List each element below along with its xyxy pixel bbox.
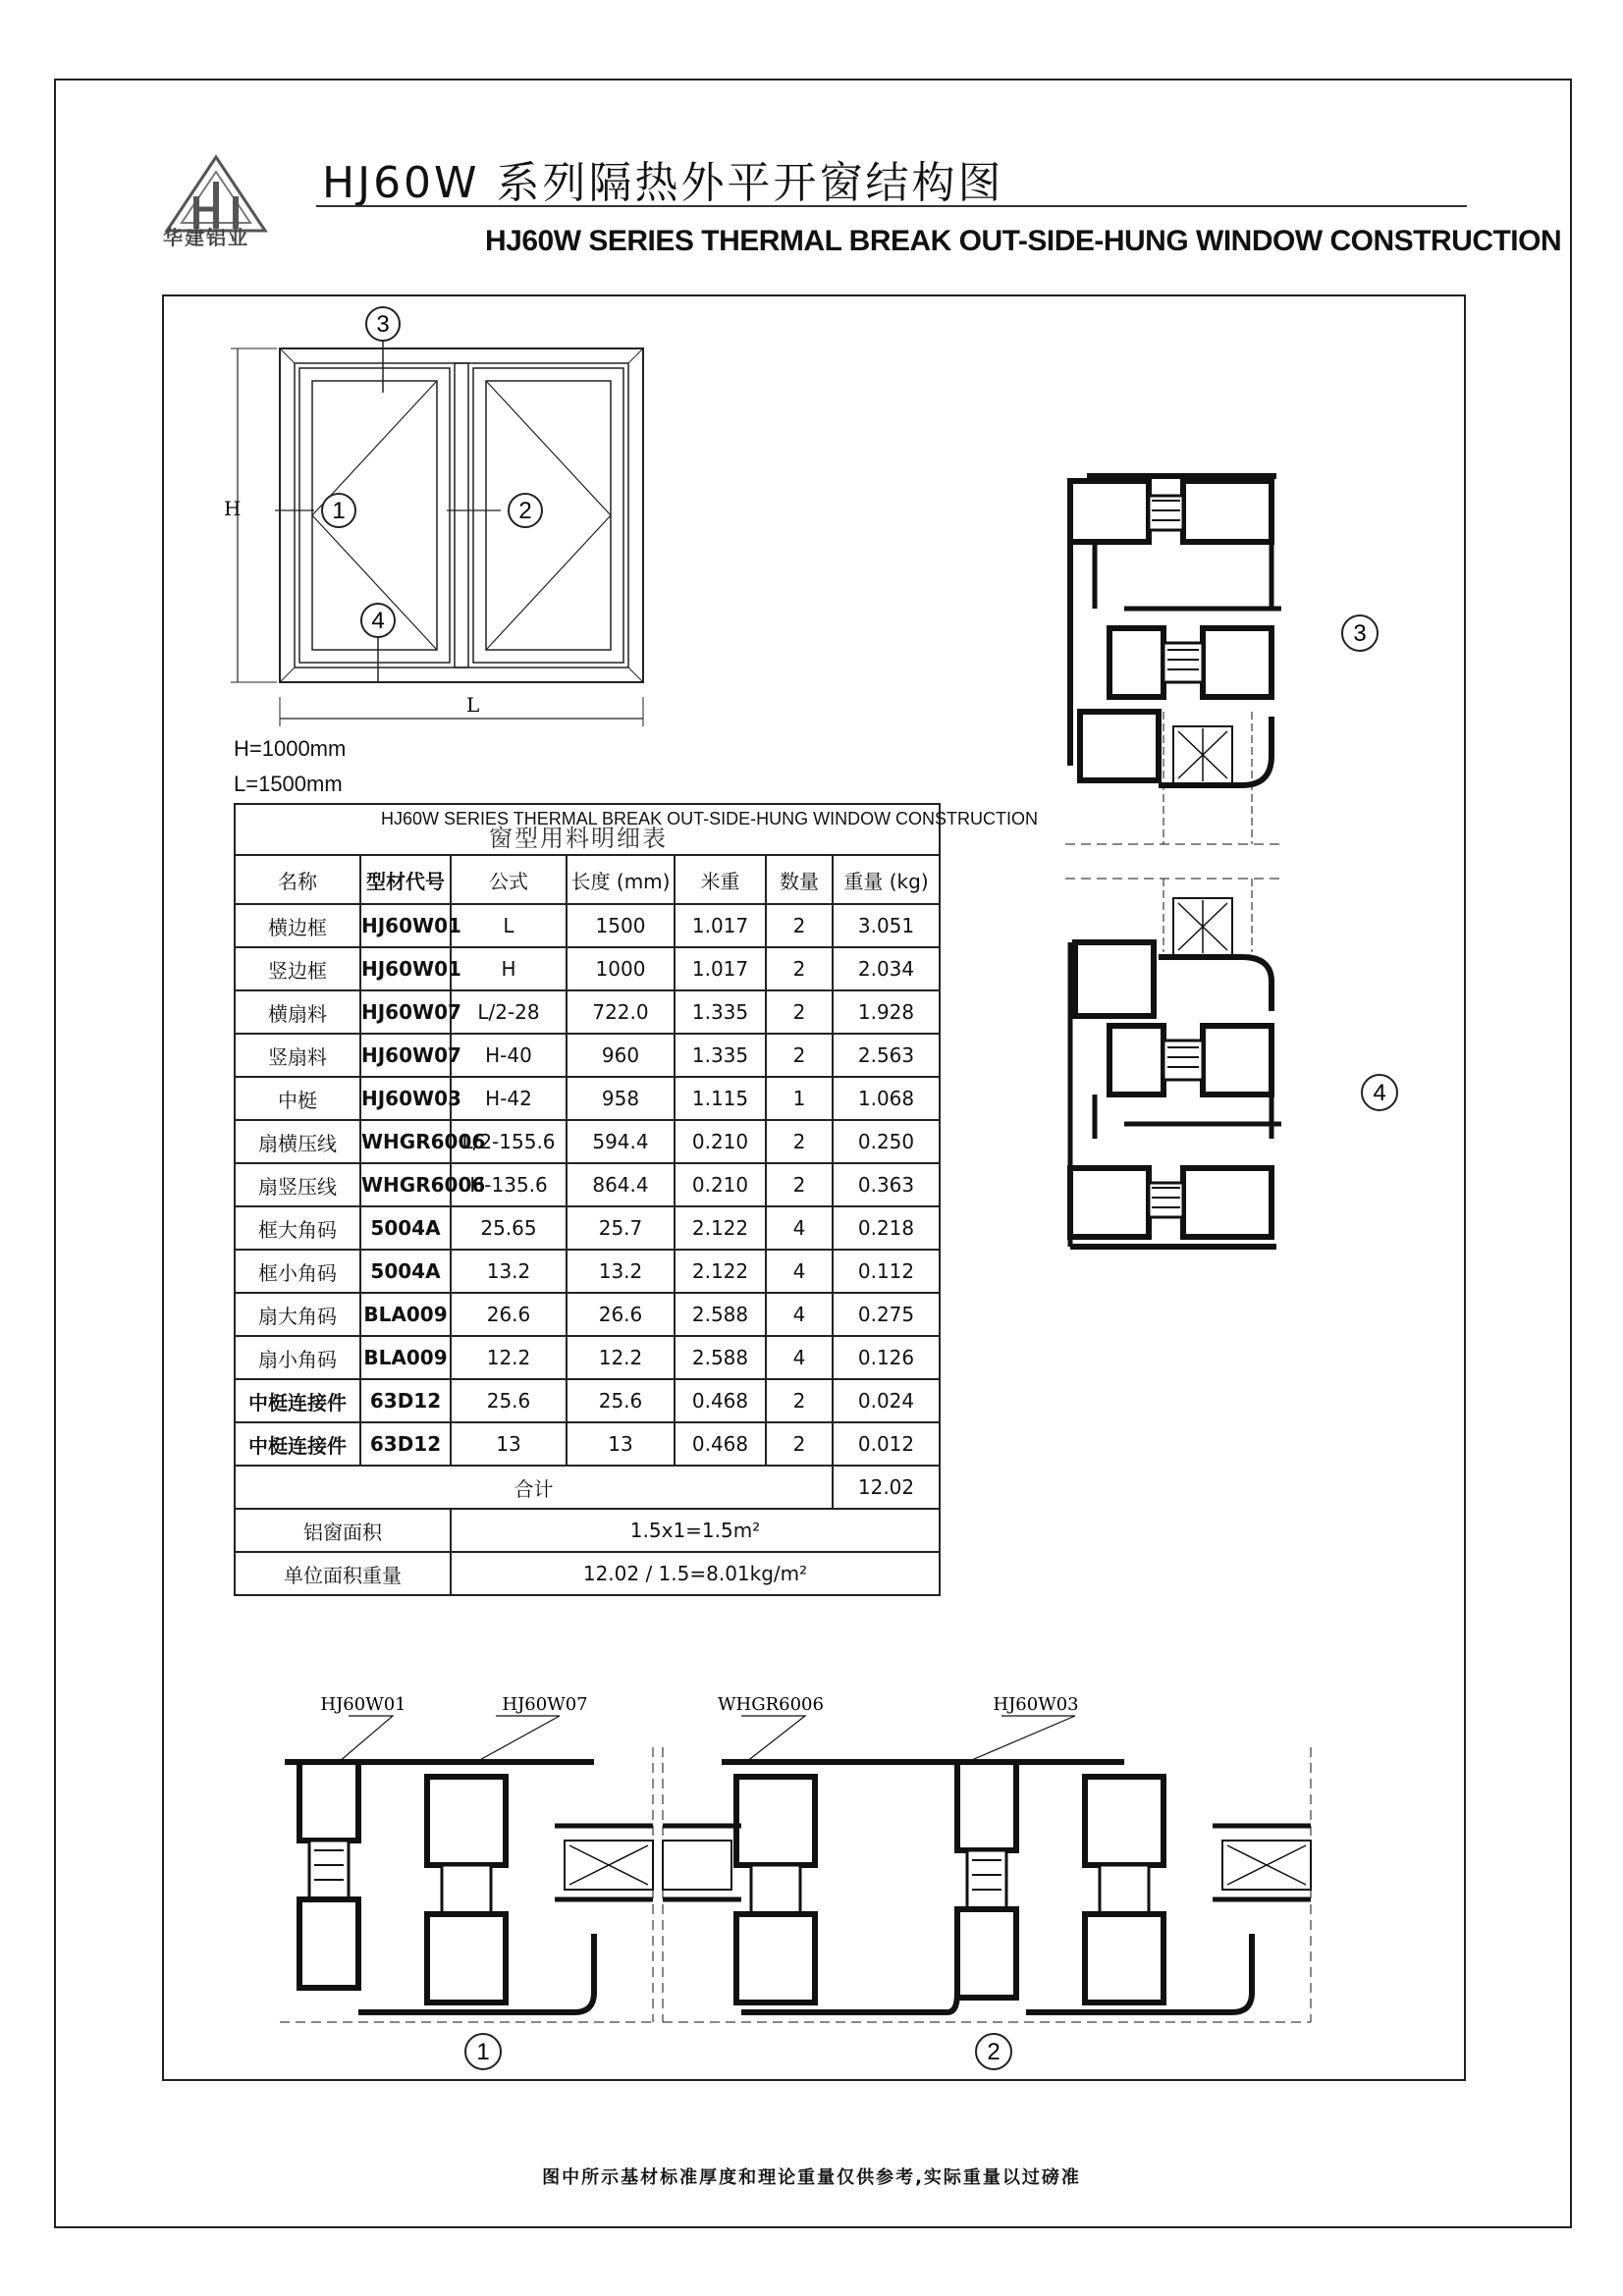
table-cell: 25.7	[567, 1206, 675, 1250]
svg-text:3: 3	[1353, 620, 1367, 647]
table-cell: 扇竖压线	[235, 1163, 360, 1206]
table-cell: 25.6	[451, 1379, 567, 1422]
table-cell: 0.275	[833, 1293, 940, 1336]
table-cell: 2	[766, 1034, 833, 1077]
table-cell: 0.012	[833, 1422, 940, 1466]
table-cell: 2	[766, 904, 833, 947]
table-row	[235, 1422, 940, 1466]
table-cell: 0.250	[833, 1120, 940, 1163]
callout-circle-right-3	[1335, 609, 1384, 658]
table-cell: 1	[766, 1077, 833, 1120]
table-cell: 25.6	[567, 1379, 675, 1422]
col-name: 名称	[235, 855, 360, 904]
table-cell: 2.122	[675, 1206, 766, 1250]
table-cell: HJ60W07	[360, 990, 451, 1034]
table-cell: 3.051	[833, 904, 940, 947]
table-cell: 13	[567, 1422, 675, 1466]
table-row	[235, 1379, 940, 1422]
vertical-section-3	[1065, 471, 1262, 844]
col-qty: 数量	[766, 855, 833, 904]
table-cell: 4	[766, 1250, 833, 1293]
table-cell: H-40	[451, 1034, 567, 1077]
col-length: 长度 (mm)	[567, 855, 675, 904]
table-cell: 1.928	[833, 990, 940, 1034]
profile-label-hj60w03: HJ60W03	[993, 1694, 1079, 1715]
horizontal-section-1	[280, 1688, 653, 1983]
table-cell: 12.2	[451, 1336, 567, 1379]
table-cell: 扇大角码	[235, 1293, 360, 1336]
table-cell: H-42	[451, 1077, 567, 1120]
table-cell: 4	[766, 1206, 833, 1250]
callout-circle-bottom-1	[459, 2027, 508, 2076]
col-code: 型材代号	[360, 855, 451, 904]
table-cell: HJ60W03	[360, 1077, 451, 1120]
title-divider	[316, 205, 1467, 207]
table-cell: 26.6	[451, 1293, 567, 1336]
horizontal-section-2	[663, 1688, 1350, 1983]
table-cell: 竖边框	[235, 947, 360, 990]
table-cell: 2	[766, 990, 833, 1034]
table-cell: 中梃连接件	[235, 1379, 360, 1422]
table-header-row	[235, 855, 940, 904]
total-row	[235, 1466, 940, 1509]
table-cell: WHGR6006	[360, 1120, 451, 1163]
height-dimension: H=1000mm	[234, 736, 347, 761]
table-cell: 2.588	[675, 1293, 766, 1336]
table-cell: HJ60W07	[360, 1034, 451, 1077]
callout-1: 1	[332, 498, 346, 524]
table-cell: BLA009	[360, 1336, 451, 1379]
table-cell: 2.588	[675, 1336, 766, 1379]
callout-2: 2	[518, 498, 532, 524]
table-cell: 1.017	[675, 904, 766, 947]
unit-weight-label: 单位面积重量	[235, 1552, 451, 1595]
window-elevation	[216, 311, 668, 717]
table-cell: 13.2	[567, 1250, 675, 1293]
table-cell: 2	[766, 1120, 833, 1163]
table-cell: L	[451, 904, 567, 947]
table-cell: 框大角码	[235, 1206, 360, 1250]
unit-weight-row	[235, 1552, 940, 1595]
table-cell: 2.122	[675, 1250, 766, 1293]
table-row	[235, 1077, 940, 1120]
table-cell: 5004A	[360, 1250, 451, 1293]
table-title-cn: 窗型用料明细表	[489, 825, 668, 852]
table-cell: 1000	[567, 947, 675, 990]
table-cell: 0.210	[675, 1163, 766, 1206]
table-row	[235, 1034, 940, 1077]
table-row	[235, 947, 940, 990]
table-cell: 0.126	[833, 1336, 940, 1379]
table-cell: BLA009	[360, 1293, 451, 1336]
table-cell: 63D12	[360, 1379, 451, 1422]
table-cell: 13	[451, 1422, 567, 1466]
table-cell: 0.112	[833, 1250, 940, 1293]
table-cell: HJ60W01	[360, 904, 451, 947]
table-cell: 864.4	[567, 1163, 675, 1206]
table-row	[235, 904, 940, 947]
table-cell: 2.563	[833, 1034, 940, 1077]
table-cell: 26.6	[567, 1293, 675, 1336]
table-cell: 1500	[567, 904, 675, 947]
table-cell: 框小角码	[235, 1250, 360, 1293]
table-cell: 0.468	[675, 1422, 766, 1466]
table-cell: 2.034	[833, 947, 940, 990]
unit-weight-value: 12.02 / 1.5=8.01kg/m²	[451, 1552, 940, 1595]
total-label: 合计	[235, 1466, 833, 1509]
table-row	[235, 990, 940, 1034]
col-meter-weight: 米重	[675, 855, 766, 904]
table-cell: 958	[567, 1077, 675, 1120]
table-cell: 25.65	[451, 1206, 567, 1250]
table-cell: 960	[567, 1034, 675, 1077]
table-cell: 横扇料	[235, 990, 360, 1034]
table-row	[235, 1336, 940, 1379]
profile-label-hj60w07: HJ60W07	[502, 1694, 588, 1715]
table-cell: 2	[766, 1163, 833, 1206]
area-row	[235, 1509, 940, 1552]
vertical-section-4	[1065, 874, 1281, 1256]
table-cell: 竖扇料	[235, 1034, 360, 1077]
total-value: 12.02	[833, 1466, 940, 1509]
table-cell: H-135.6	[451, 1163, 567, 1206]
table-cell: 横边框	[235, 904, 360, 947]
page-title-en: HJ60W SERIES THERMAL BREAK OUT-SIDE-HUNG WINDOW CONSTRUCTION	[485, 225, 1562, 257]
table-cell: 5004A	[360, 1206, 451, 1250]
profile-label-hj60w01: HJ60W01	[320, 1694, 406, 1715]
callout-3: 3	[376, 311, 390, 338]
table-row	[235, 1120, 940, 1163]
table-cell: L/2-155.6	[451, 1120, 567, 1163]
table-cell: 扇横压线	[235, 1120, 360, 1163]
table-cell: 1.335	[675, 1034, 766, 1077]
page-title-cn: HJ60W 系列隔热外平开窗结构图	[322, 158, 1004, 208]
table-row	[235, 1206, 940, 1250]
table-cell: 1.115	[675, 1077, 766, 1120]
svg-text:4: 4	[1373, 1080, 1386, 1106]
table-cell: 594.4	[567, 1120, 675, 1163]
table-cell: 13.2	[451, 1250, 567, 1293]
footer-note: 图中所示基材标准厚度和理论重量仅供参考,实际重量以过磅准	[542, 2167, 1081, 2188]
table-cell: 中梃连接件	[235, 1422, 360, 1466]
callout-circle-right-4	[1355, 1068, 1404, 1117]
logo-text: 华建铝业	[163, 226, 249, 249]
width-dimension: L=1500mm	[234, 772, 343, 796]
table-cell: 1.068	[833, 1077, 940, 1120]
callout-4: 4	[371, 608, 385, 634]
profile-label-whgr6006: WHGR6006	[718, 1694, 824, 1715]
table-cell: 2	[766, 1379, 833, 1422]
area-label: 铝窗面积	[235, 1509, 451, 1552]
table-cell: H	[451, 947, 567, 990]
table-title-en: HJ60W SERIES THERMAL BREAK OUT-SIDE-HUNG WINDOW CONSTRUCTION	[381, 809, 1039, 828]
table-row	[235, 1163, 940, 1206]
area-value: 1.5x1=1.5m²	[451, 1509, 940, 1552]
width-label: L	[466, 693, 480, 717]
table-cell: 2	[766, 947, 833, 990]
table-cell: 0.363	[833, 1163, 940, 1206]
col-formula: 公式	[451, 855, 567, 904]
col-weight: 重量 (kg)	[833, 855, 940, 904]
table-cell: 0.210	[675, 1120, 766, 1163]
table-cell: 722.0	[567, 990, 675, 1034]
table-row	[235, 1293, 940, 1336]
table-cell: 4	[766, 1293, 833, 1336]
svg-text:2: 2	[987, 2039, 1001, 2065]
table-cell: 0.468	[675, 1379, 766, 1422]
table-cell: 1.335	[675, 990, 766, 1034]
height-label: H	[224, 497, 242, 520]
table-cell: 12.2	[567, 1336, 675, 1379]
table-cell: 1.017	[675, 947, 766, 990]
table-cell: HJ60W01	[360, 947, 451, 990]
table-cell: 4	[766, 1336, 833, 1379]
table-cell: 0.024	[833, 1379, 940, 1422]
svg-text:1: 1	[476, 2039, 490, 2065]
callout-circle-bottom-2	[969, 2027, 1018, 2076]
table-cell: 扇小角码	[235, 1336, 360, 1379]
table-cell: 63D12	[360, 1422, 451, 1466]
table-cell: 0.218	[833, 1206, 940, 1250]
material-spec-table	[234, 803, 1039, 1596]
table-cell: WHGR6006	[360, 1163, 451, 1206]
table-cell: 中梃	[235, 1077, 360, 1120]
table-cell: 2	[766, 1422, 833, 1466]
table-cell: L/2-28	[451, 990, 567, 1034]
table-row	[235, 1250, 940, 1293]
dimension-notes	[234, 731, 346, 802]
